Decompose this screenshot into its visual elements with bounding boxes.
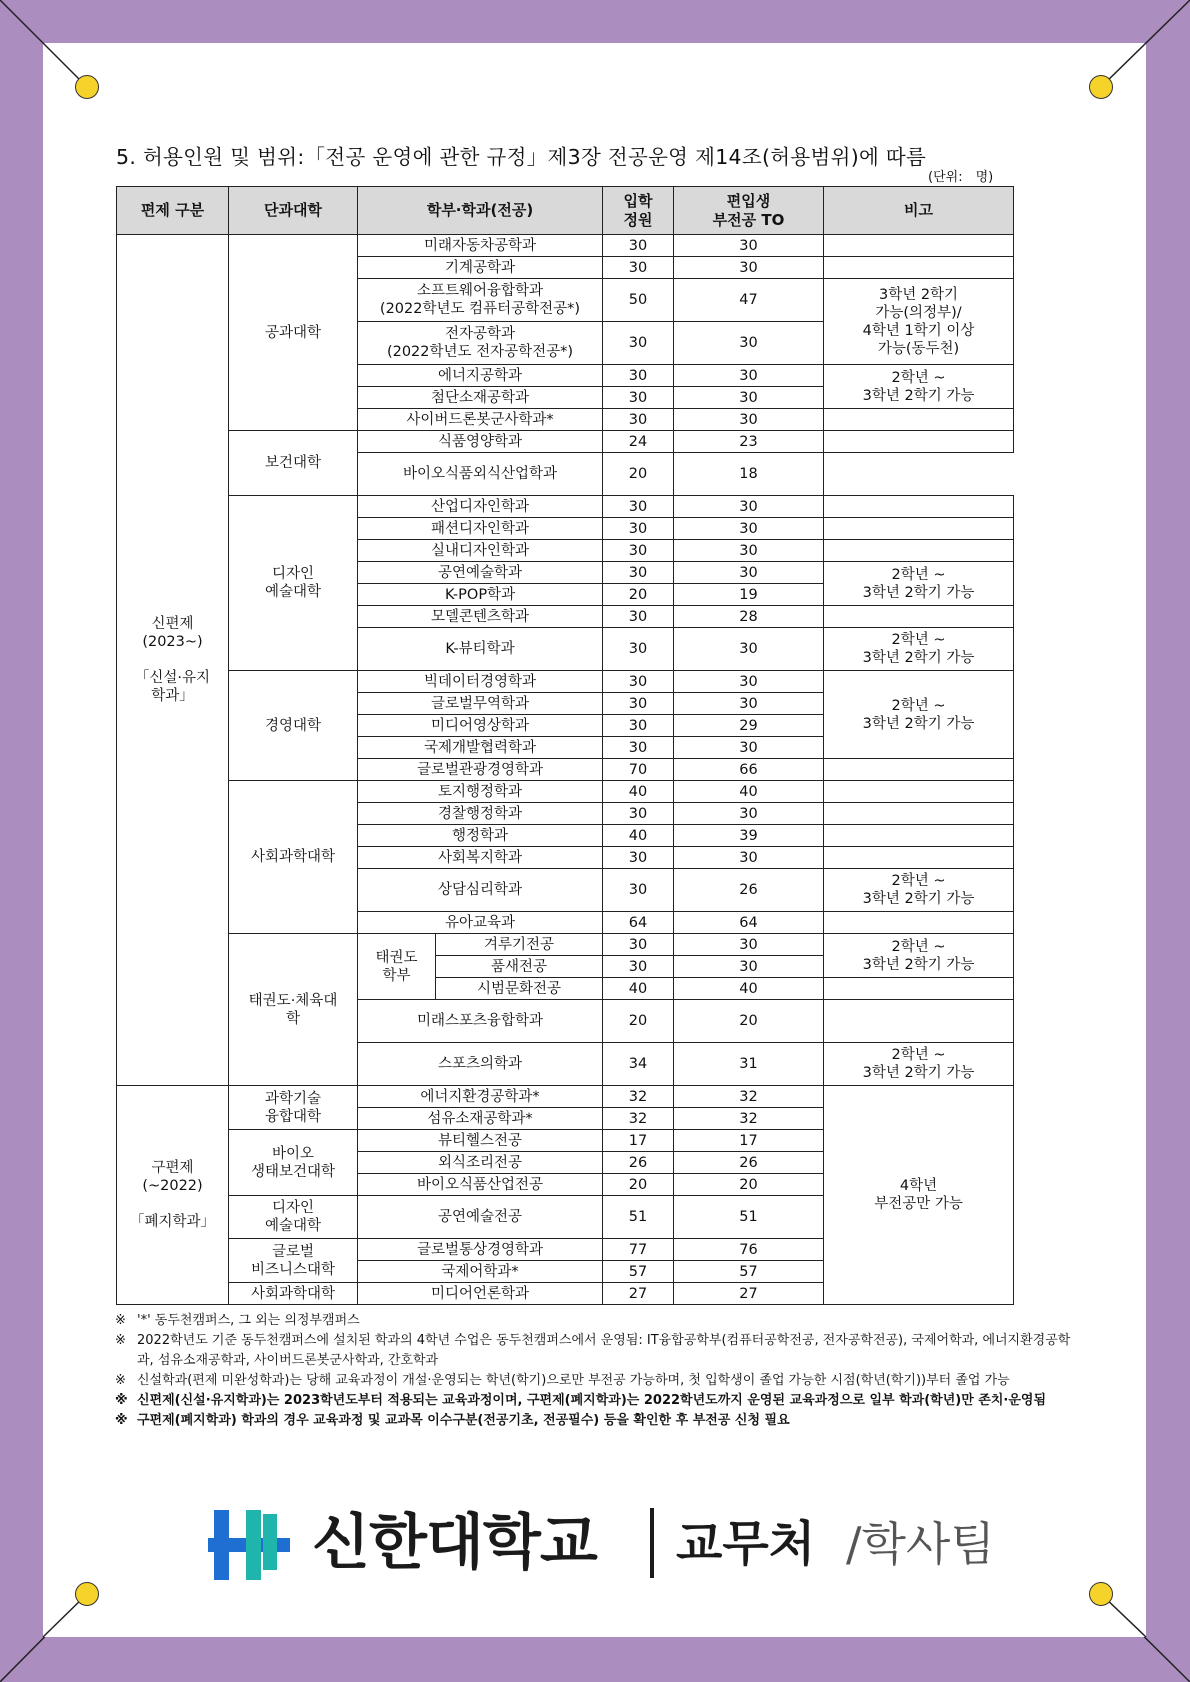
header-cell: 비고 [824,187,1014,235]
note-text: 신편제(신설·유지학과)는 2023학년도부터 적용되는 교육과정이며, 구편제(폐지학과)는 2022학년도까지 운영된 교육과정으로 일부 학과(학년)만 존치·운영됨 [137,1393,1047,1408]
transfer-to-cell: 19 [674,584,824,606]
note-text: 구편제(폐지학과) 학과의 경우 교육과정 및 교과목 이수구분(전공기초, 전공필수) 등을 확인한 후 부전공 신청 필요 [137,1413,790,1428]
capacity-cell: 40 [603,825,674,847]
transfer-to-cell: 31 [674,1043,824,1086]
transfer-to-cell: 30 [674,803,824,825]
transfer-to-cell: 20 [674,1000,824,1043]
remark-cell [824,257,1014,279]
transfer-to-cell: 30 [674,847,824,869]
capacity-cell: 57 [603,1261,674,1283]
college-cell: 사회과학대학 [229,1283,358,1305]
header-cell: 편입생 부전공 TO [674,187,824,235]
table-header-row [117,187,1014,235]
college-cell: 디자인 예술대학 [229,1196,358,1239]
dept-cell: 글로벌통상경영학과 [358,1239,603,1261]
capacity-cell: 40 [603,978,674,1000]
remark-cell: 2학년 ~ 3학년 2학기 가능 [824,365,1014,409]
table-row [117,1086,1014,1108]
dept-cell: 시범문화전공 [436,978,603,1000]
group-cell: 신편제 (2023~) 「신설·유지 학과」 [117,235,229,1086]
dept-cell: K-POP학과 [358,584,603,606]
group-cell: 구편제 (~2022) 「폐지학과」 [117,1086,229,1305]
quota-table [116,186,1014,1305]
college-cell: 글로벌 비즈니스대학 [229,1239,358,1283]
table-row [117,235,1014,257]
note-item [115,1331,1083,1371]
capacity-cell: 26 [603,1152,674,1174]
dept-cell: 사이버드론봇군사학과* [358,409,603,431]
dept-cell: 품새전공 [436,956,603,978]
pin-icon [1089,1582,1113,1606]
header-cell: 편제 구분 [117,187,229,235]
pin-icon [75,75,99,99]
capacity-cell: 30 [603,628,674,671]
transfer-to-cell: 30 [674,956,824,978]
table-row [117,671,1014,693]
transfer-to-cell: 27 [674,1283,824,1305]
team-name: /학사팀 [846,1517,995,1571]
capacity-cell: 30 [603,387,674,409]
college-cell: 태권도·체육대 학 [229,934,358,1086]
transfer-to-cell: 30 [674,365,824,387]
capacity-cell: 30 [603,496,674,518]
note-mark: ※ [115,1313,126,1328]
transfer-to-cell: 18 [674,453,824,496]
transfer-to-cell: 30 [674,671,824,693]
dept-cell: 모델콘텐츠학과 [358,606,603,628]
dept-cell: 경찰행정학과 [358,803,603,825]
dept-cell: 바이오식품산업전공 [358,1174,603,1196]
capacity-cell: 30 [603,257,674,279]
transfer-to-cell: 23 [674,431,824,453]
remark-cell: 2학년 ~ 3학년 2학기 가능 [824,869,1014,912]
remark-cell [824,803,1014,825]
note-item [115,1371,1083,1391]
dept-cell: 글로벌무역학과 [358,693,603,715]
note-mark: ※ [115,1333,126,1348]
transfer-to-cell: 57 [674,1261,824,1283]
dept-cell: 공연예술전공 [358,1196,603,1239]
transfer-to-cell: 30 [674,562,824,584]
dept-cell: 실내디자인학과 [358,540,603,562]
capacity-cell: 30 [603,715,674,737]
dept-cell: 국제어학과* [358,1261,603,1283]
capacity-cell: 32 [603,1108,674,1130]
dept-cell: 에너지공학과 [358,365,603,387]
transfer-to-cell: 30 [674,387,824,409]
transfer-to-cell: 30 [674,934,824,956]
dept-cell: 바이오식품외식산업학과 [358,453,603,496]
remark-cell: 4학년 부전공만 가능 [824,1086,1014,1305]
transfer-to-cell: 76 [674,1239,824,1261]
transfer-to-cell: 30 [674,235,824,257]
capacity-cell: 30 [603,803,674,825]
transfer-to-cell: 30 [674,540,824,562]
transfer-to-cell: 39 [674,825,824,847]
transfer-to-cell: 29 [674,715,824,737]
subdivision-cell: 태권도 학부 [358,934,436,1000]
capacity-cell: 40 [603,781,674,803]
remark-cell [824,540,1014,562]
notes [115,1311,1083,1431]
remark-cell [824,409,1014,431]
dept-cell: 겨루기전공 [436,934,603,956]
transfer-to-cell: 17 [674,1130,824,1152]
capacity-cell: 30 [603,956,674,978]
capacity-cell: 30 [603,518,674,540]
remark-cell [824,235,1014,257]
capacity-cell: 30 [603,869,674,912]
table-row [117,496,1014,518]
header-cell: 학부·학과(전공) [358,187,603,235]
capacity-cell: 77 [603,1239,674,1261]
capacity-cell: 30 [603,235,674,257]
dept-cell: 전자공학과 (2022학년도 전자공학전공*) [358,322,603,365]
table-row [117,431,1014,453]
pin-icon [1089,75,1113,99]
transfer-to-cell: 26 [674,869,824,912]
capacity-cell: 30 [603,409,674,431]
dept-cell: 공연예술학과 [358,562,603,584]
pin-icon [75,1582,99,1606]
dept-cell: 소프트웨어융합학과 (2022학년도 컴퓨터공학전공*) [358,279,603,322]
note-text: '*' 동두천캠퍼스, 그 외는 의정부캠퍼스 [137,1313,360,1328]
page-title: 5. 허용인원 및 범위:「전공 운영에 관한 규정」제3장 전공운영 제14조(허용범위)에 따름 [116,145,927,169]
shinhan-logo-icon [208,1504,290,1586]
capacity-cell: 30 [603,540,674,562]
remark-cell: 3학년 2학기 가능(의정부)/ 4학년 1학기 이상 가능(동두천) [824,279,1014,365]
note-text: 신설학과(편제 미완성학과)는 당해 교육과정이 개설·운영되는 학년(학기)으로만 부전공 가능하며, 첫 입학생이 졸업 가능한 시점(학년(학기))부터 졸업 가능 [137,1373,1010,1388]
college-cell: 보건대학 [229,431,358,496]
transfer-to-cell: 66 [674,759,824,781]
transfer-to-cell: 30 [674,693,824,715]
note-mark: ※ [115,1373,126,1388]
dept-cell: 패션디자인학과 [358,518,603,540]
university-name: 신한대학교 [312,1508,597,1578]
capacity-cell: 20 [603,1000,674,1043]
dept-cell: 섬유소재공학과* [358,1108,603,1130]
transfer-to-cell: 64 [674,912,824,934]
remark-cell: 2학년 ~ 3학년 2학기 가능 [824,1043,1014,1086]
remark-cell [824,847,1014,869]
transfer-to-cell: 30 [674,257,824,279]
capacity-cell: 51 [603,1196,674,1239]
college-cell: 사회과학대학 [229,781,358,934]
dept-cell: K-뷰티학과 [358,628,603,671]
dept-cell: 빅데이터경영학과 [358,671,603,693]
college-cell: 과학기술 융합대학 [229,1086,358,1130]
footer-logo [208,1500,1018,1588]
dept-cell: 토지행정학과 [358,781,603,803]
capacity-cell: 30 [603,693,674,715]
transfer-to-cell: 30 [674,322,824,365]
capacity-cell: 24 [603,431,674,453]
transfer-to-cell: 20 [674,1174,824,1196]
transfer-to-cell: 40 [674,978,824,1000]
transfer-to-cell: 26 [674,1152,824,1174]
capacity-cell: 30 [603,365,674,387]
capacity-cell: 20 [603,453,674,496]
capacity-cell: 17 [603,1130,674,1152]
remark-cell [824,606,1014,628]
transfer-to-cell: 32 [674,1108,824,1130]
dept-cell: 에너지환경공학과* [358,1086,603,1108]
dept-cell: 뷰티헬스전공 [358,1130,603,1152]
capacity-cell: 30 [603,934,674,956]
table-row [117,781,1014,803]
remark-cell: 2학년 ~ 3학년 2학기 가능 [824,562,1014,606]
footer-separator [650,1508,654,1578]
dept-cell: 미래스포츠융합학과 [358,1000,603,1043]
table-row [117,934,1014,956]
capacity-cell: 30 [603,322,674,365]
dept-cell: 상담심리학과 [358,869,603,912]
capacity-cell: 30 [603,606,674,628]
transfer-to-cell: 40 [674,781,824,803]
header-cell: 단과대학 [229,187,358,235]
dept-cell: 식품영양학과 [358,431,603,453]
transfer-to-cell: 32 [674,1086,824,1108]
transfer-to-cell: 30 [674,496,824,518]
remark-cell [824,978,1014,1000]
transfer-to-cell: 30 [674,737,824,759]
remark-cell [824,1000,1014,1043]
college-cell: 공과대학 [229,235,358,431]
capacity-cell: 34 [603,1043,674,1086]
college-cell: 바이오 생태보건대학 [229,1130,358,1196]
office-name: 교무처 [676,1516,816,1572]
transfer-to-cell: 28 [674,606,824,628]
transfer-to-cell: 47 [674,279,824,322]
capacity-cell: 30 [603,671,674,693]
dept-cell: 행정학과 [358,825,603,847]
transfer-to-cell: 30 [674,628,824,671]
capacity-cell: 64 [603,912,674,934]
remark-cell [824,912,1014,934]
transfer-to-cell: 30 [674,518,824,540]
dept-cell: 미디어언론학과 [358,1283,603,1305]
remark-cell [824,431,1014,453]
dept-cell: 미디어영상학과 [358,715,603,737]
remark-cell [824,825,1014,847]
note-item [115,1391,1083,1411]
note-item [115,1311,1083,1331]
dept-cell: 외식조리전공 [358,1152,603,1174]
dept-cell: 국제개발협력학과 [358,737,603,759]
remark-cell [824,496,1014,518]
transfer-to-cell: 30 [674,409,824,431]
header-cell: 입학 정원 [603,187,674,235]
note-mark: ※ [115,1413,128,1428]
remark-cell [824,781,1014,803]
dept-cell: 스포츠의학과 [358,1043,603,1086]
note-mark: ※ [115,1393,128,1408]
dept-cell: 유아교육과 [358,912,603,934]
remark-cell: 2학년 ~ 3학년 2학기 가능 [824,628,1014,671]
capacity-cell: 30 [603,847,674,869]
capacity-cell: 50 [603,279,674,322]
capacity-cell: 70 [603,759,674,781]
capacity-cell: 30 [603,562,674,584]
dept-cell: 사회복지학과 [358,847,603,869]
transfer-to-cell: 51 [674,1196,824,1239]
capacity-cell: 27 [603,1283,674,1305]
unit-label: (단위: 명) [928,170,994,185]
dept-cell: 기계공학과 [358,257,603,279]
dept-cell: 글로벌관광경영학과 [358,759,603,781]
capacity-cell: 20 [603,1174,674,1196]
note-item [115,1411,1083,1431]
capacity-cell: 32 [603,1086,674,1108]
remark-cell [824,759,1014,781]
capacity-cell: 30 [603,737,674,759]
remark-cell [824,518,1014,540]
dept-cell: 미래자동차공학과 [358,235,603,257]
college-cell: 경영대학 [229,671,358,781]
college-cell: 디자인 예술대학 [229,496,358,671]
capacity-cell: 20 [603,584,674,606]
note-text: 2022학년도 기준 동두천캠퍼스에 설치된 학과의 4학년 수업은 동두천캠퍼스에서 운영됨: IT융합공학부(컴퓨터공학전공, 전자공학전공), 국제어학과, 에너지환경공학과, 섬유소재공학과, 사이버드론봇군사학과, 간호학과 [137,1333,1071,1368]
dept-cell: 첨단소재공학과 [358,387,603,409]
remark-cell: 2학년 ~ 3학년 2학기 가능 [824,671,1014,759]
remark-cell: 2학년 ~ 3학년 2학기 가능 [824,934,1014,978]
dept-cell: 산업디자인학과 [358,496,603,518]
